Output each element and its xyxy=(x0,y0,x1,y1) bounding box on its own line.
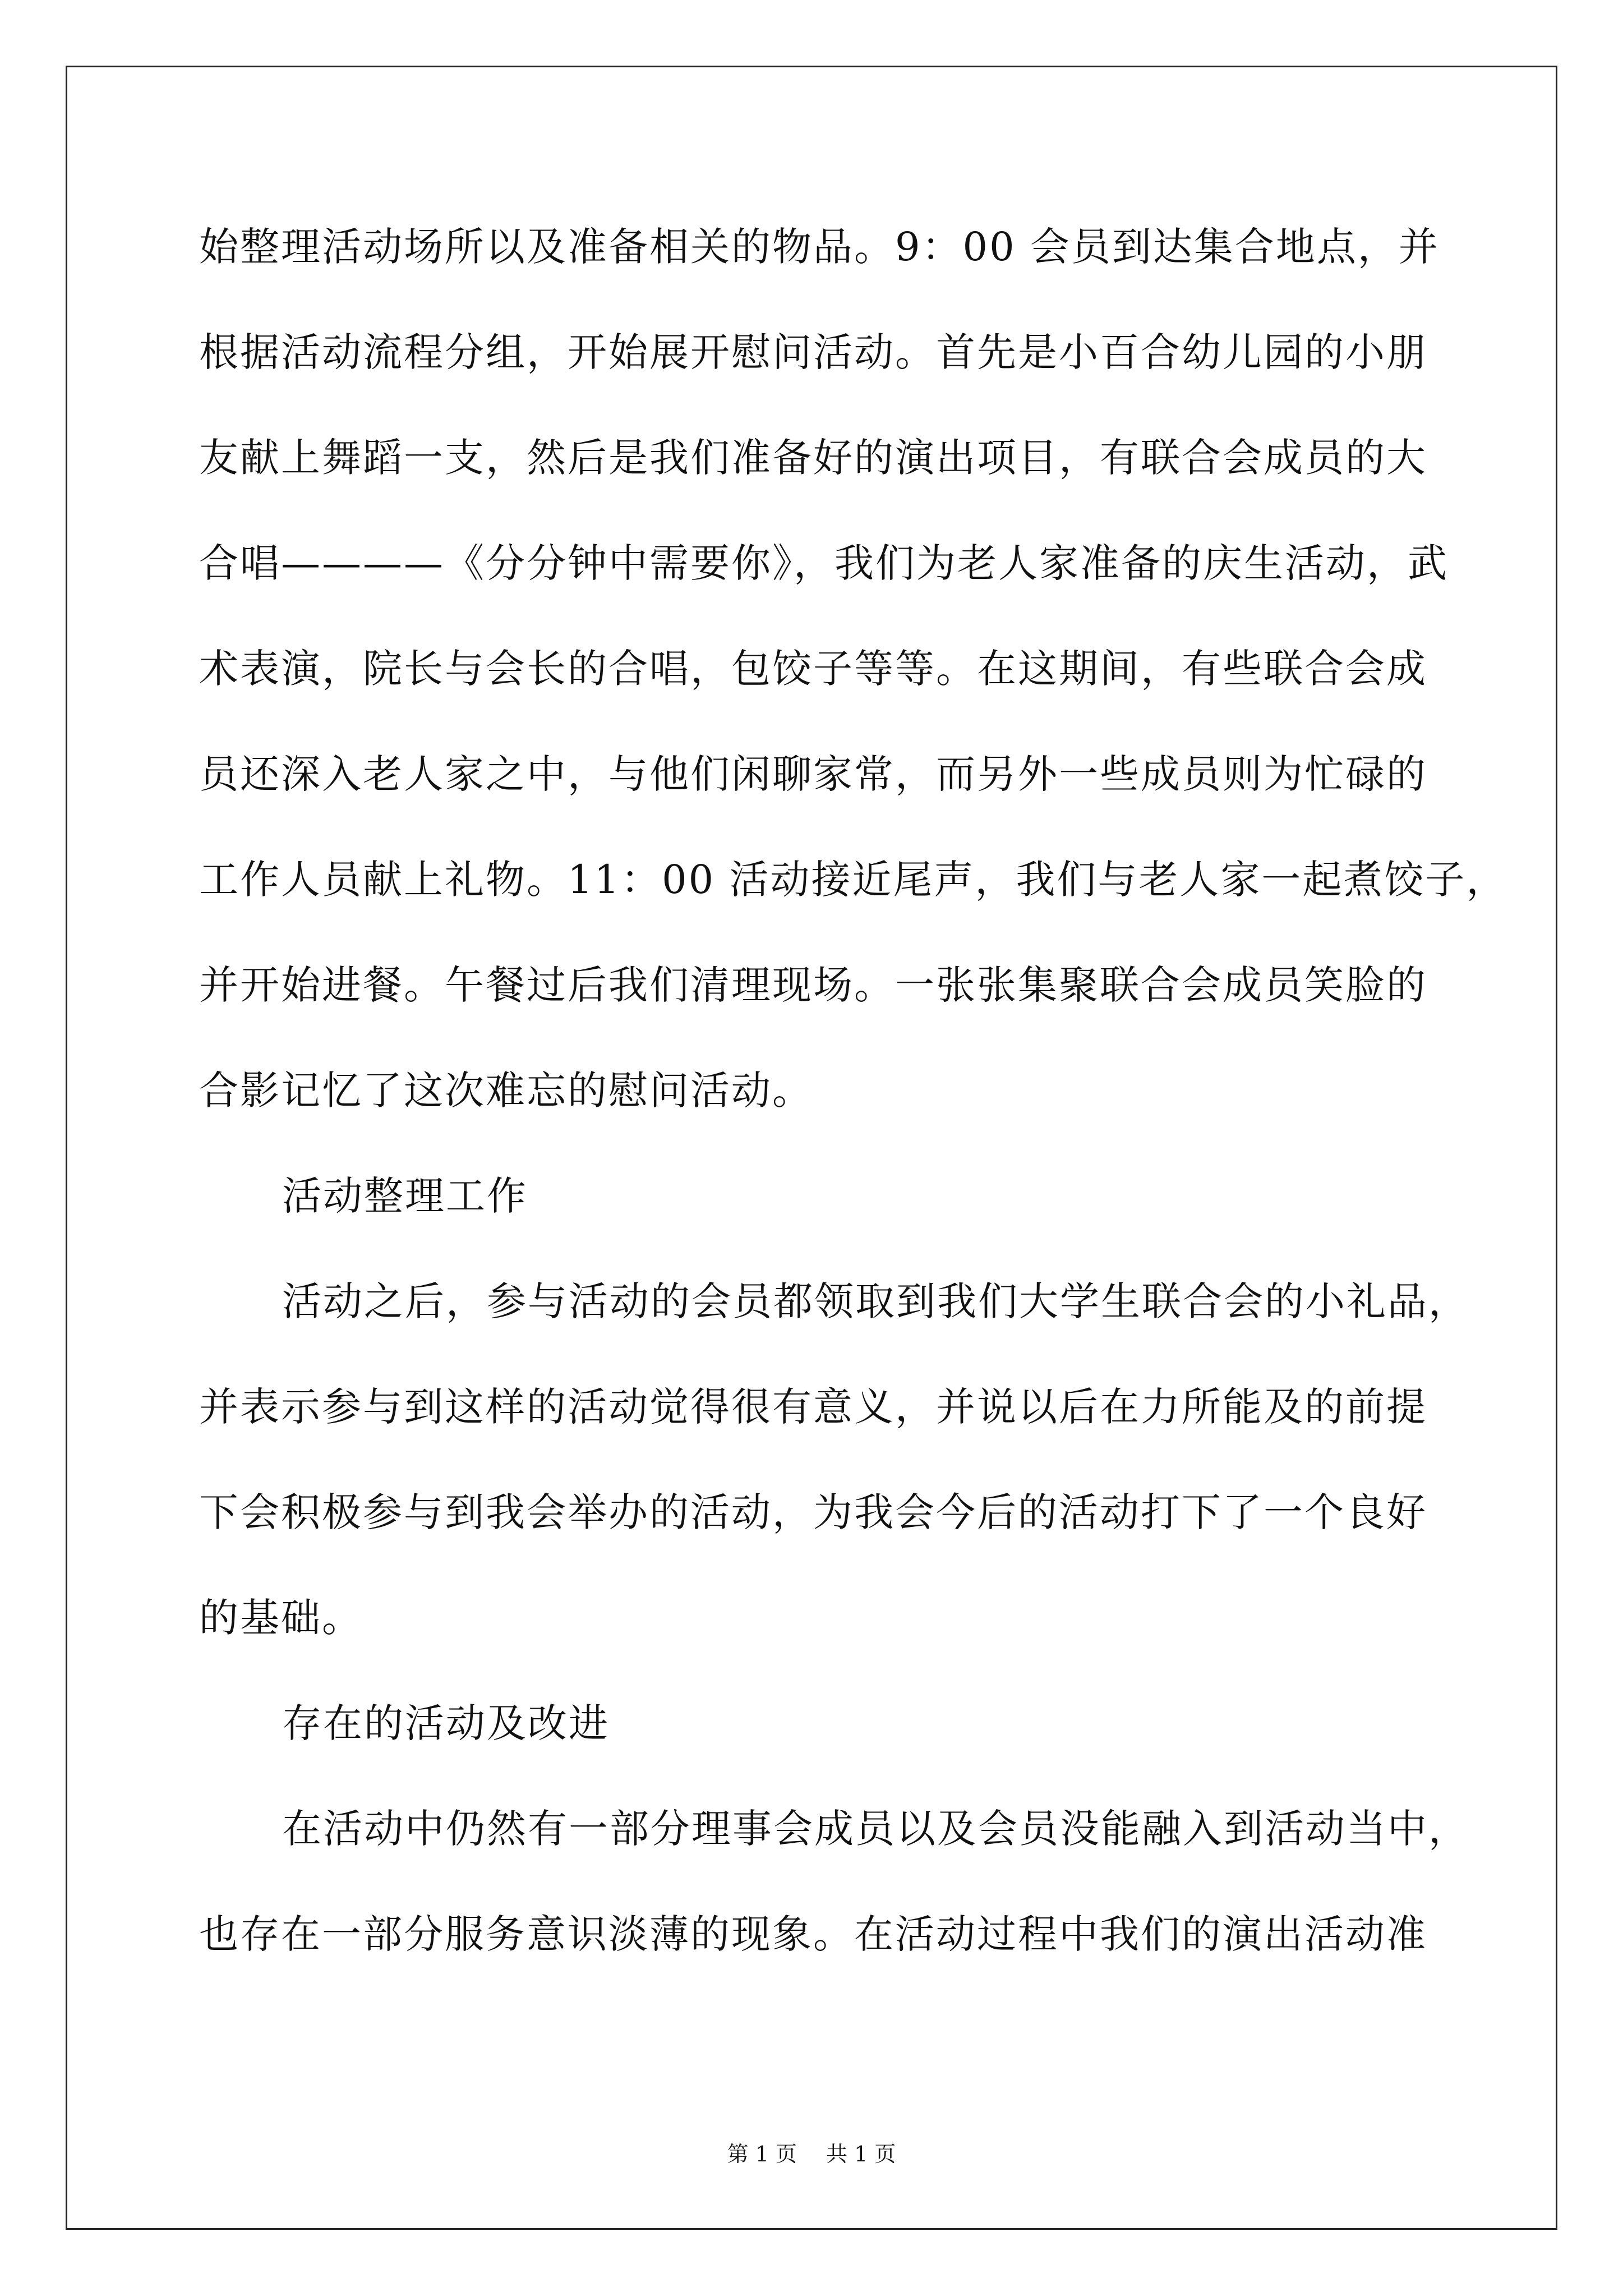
text-line: 工作人员献上礼物。11：00 活动接近尾声，我们与老人家一起煮饺子， xyxy=(199,857,1507,903)
text-line: 合影记忆了这次难忘的慰问活动。 xyxy=(199,1068,813,1114)
text-line: 并开始进餐。午餐过后我们清理现场。一张张集聚联合会成员笑脸的 xyxy=(199,962,1427,1008)
paragraph-first-line: 活动之后，参与活动的会员都领取到我们大学生联合会的小礼品， xyxy=(282,1278,1469,1324)
text-line: 合唱————《分分钟中需要你》，我们为老人家准备的庆生活动，武 xyxy=(199,540,1449,586)
page-footer xyxy=(0,2137,1623,2171)
document-body xyxy=(199,216,1507,2009)
text-line: 并表示参与到这样的活动觉得很有意义，并说以后在力所能及的前提 xyxy=(199,1384,1427,1430)
text-line: 友献上舞蹈一支，然后是我们准备好的演出项目，有联合会成员的大 xyxy=(199,435,1427,481)
text-line: 根据活动流程分组，开始展开慰问活动。首先是小百合幼儿园的小朋 xyxy=(199,329,1427,375)
text-line: 下会积极参与到我会举办的活动，为我会今后的活动打下了一个良好 xyxy=(199,1489,1427,1535)
text-line: 的基础。 xyxy=(199,1595,363,1641)
page-number: 第 1 页 xyxy=(727,2142,797,2166)
text-line: 始整理活动场所以及准备相关的物品。9：00 会员到达集合地点，并 xyxy=(199,224,1440,270)
section-heading: 存在的活动及改进 xyxy=(282,1700,610,1746)
page-total: 共 1 页 xyxy=(826,2142,896,2166)
text-line: 员还深入老人家之中，与他们闲聊家常，而另外一些成员则为忙碌的 xyxy=(199,751,1427,797)
text-line: 术表演，院长与会长的合唱，包饺子等等。在这期间，有些联合会成 xyxy=(199,646,1427,692)
text-line: 也存在一部分服务意识淡薄的现象。在活动过程中我们的演出活动准 xyxy=(199,1911,1427,1957)
section-heading: 活动整理工作 xyxy=(282,1173,528,1219)
paragraph-first-line: 在活动中仍然有一部分理事会成员以及会员没能融入到活动当中， xyxy=(282,1806,1469,1852)
